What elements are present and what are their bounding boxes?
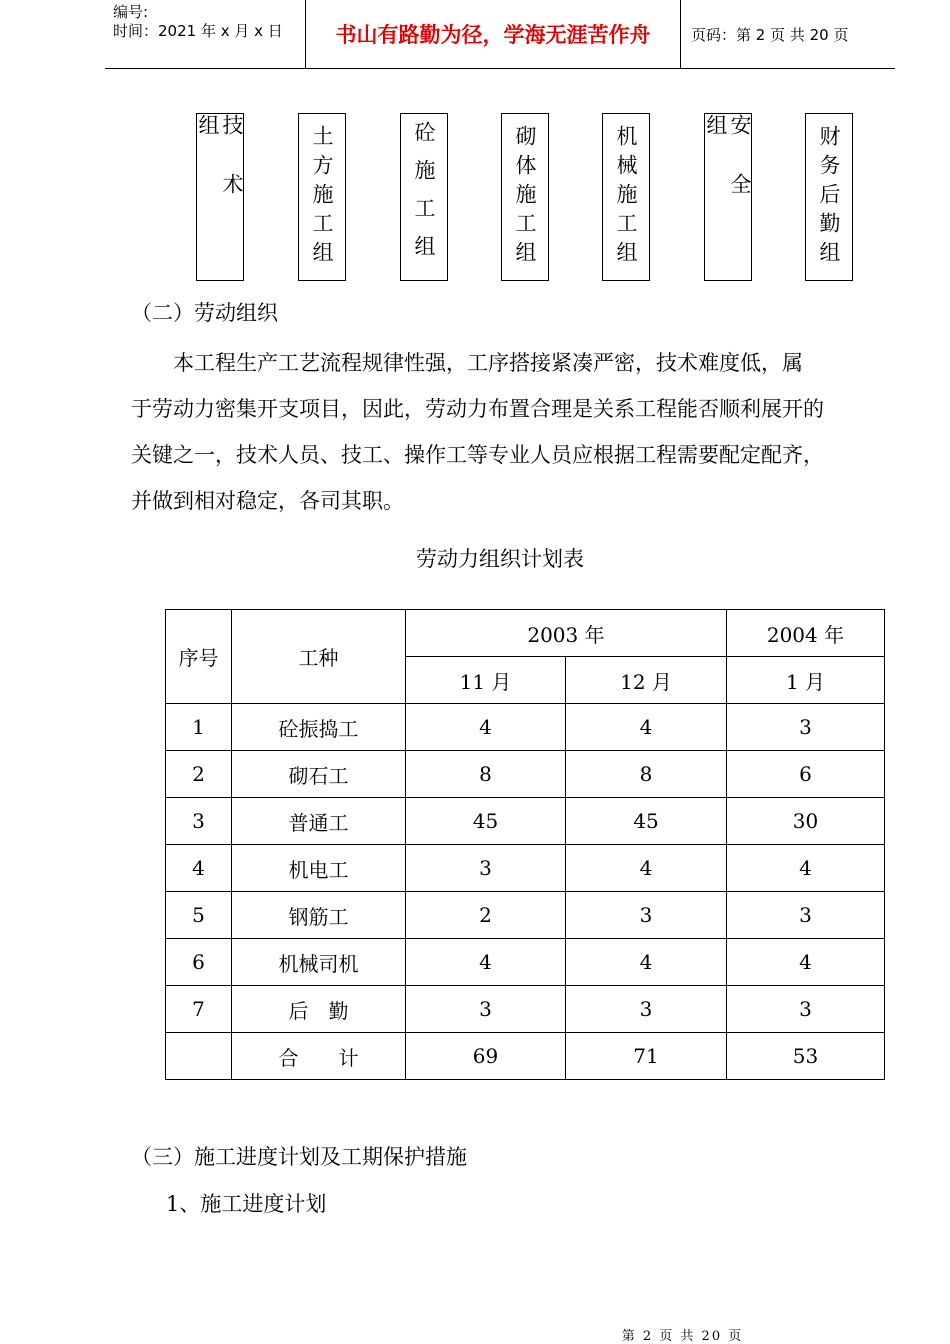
header-year-2004: 2004 年 bbox=[727, 610, 885, 657]
org-box-earthwork bbox=[298, 113, 346, 281]
header-nov: 11 月 bbox=[406, 657, 566, 704]
cell-nov: 8 bbox=[406, 751, 566, 798]
org-box-label: 土方施工组 bbox=[310, 124, 334, 270]
labor-paragraph bbox=[131, 340, 871, 524]
header-meta bbox=[105, 0, 306, 68]
page-footer: 第 2 页 共 20 页 bbox=[621, 1329, 744, 1344]
table-row bbox=[166, 986, 885, 1033]
header-motto: 书山有路勤为径，学海无涯苦作舟 bbox=[306, 0, 681, 68]
cell-no: 7 bbox=[166, 986, 232, 1033]
org-box-label: 机械施工组 bbox=[614, 124, 638, 270]
org-box-label: 安全组 bbox=[704, 114, 752, 232]
cell-type: 砌石工 bbox=[232, 751, 406, 798]
section3-heading: （三）施工进度计划及工期保护措施 bbox=[131, 1145, 467, 1169]
sub-heading: 1、施工进度计划 bbox=[166, 1192, 327, 1216]
cell-dec: 3 bbox=[566, 986, 727, 1033]
table-header-row bbox=[166, 610, 885, 657]
cell-total-dec: 71 bbox=[566, 1033, 727, 1080]
labor-plan-table bbox=[165, 609, 885, 1080]
cell-no: 1 bbox=[166, 704, 232, 751]
cell-nov: 3 bbox=[406, 986, 566, 1033]
section2-heading: （二）劳动组织 bbox=[131, 301, 278, 325]
cell-no: 3 bbox=[166, 798, 232, 845]
cell-jan: 30 bbox=[727, 798, 885, 845]
cell-dec: 8 bbox=[566, 751, 727, 798]
header-no: 序号 bbox=[166, 610, 232, 704]
cell-type: 普通工 bbox=[232, 798, 406, 845]
table-row bbox=[166, 704, 885, 751]
cell-nov: 3 bbox=[406, 845, 566, 892]
cell-no-empty bbox=[166, 1033, 232, 1080]
cell-no: 5 bbox=[166, 892, 232, 939]
table-title: 劳动力组织计划表 bbox=[416, 547, 584, 571]
org-box-masonry bbox=[501, 113, 549, 281]
table-row bbox=[166, 845, 885, 892]
cell-dec: 45 bbox=[566, 798, 727, 845]
org-box-label: 财务后勤组 bbox=[817, 124, 841, 270]
paragraph-line: 关键之一，技术人员、技工、操作工等专业人员应根据工程需要配定配齐， bbox=[131, 443, 824, 467]
cell-nov: 45 bbox=[406, 798, 566, 845]
table-row bbox=[166, 939, 885, 986]
cell-dec: 4 bbox=[566, 845, 727, 892]
header-jan: 1 月 bbox=[727, 657, 885, 704]
table-row bbox=[166, 751, 885, 798]
cell-jan: 4 bbox=[727, 845, 885, 892]
cell-dec: 3 bbox=[566, 892, 727, 939]
org-box-label: 砼施工组 bbox=[412, 121, 436, 273]
cell-dec: 4 bbox=[566, 704, 727, 751]
paragraph-line: 于劳动力密集开支项目，因此，劳动力布置合理是关系工程能否顺利展开的 bbox=[131, 397, 824, 421]
cell-nov: 4 bbox=[406, 704, 566, 751]
cell-jan: 3 bbox=[727, 986, 885, 1033]
paragraph-line: 本工程生产工艺流程规律性强，工序搭接紧凑严密，技术难度低，属 bbox=[173, 351, 803, 375]
cell-jan: 4 bbox=[727, 939, 885, 986]
cell-nov: 4 bbox=[406, 939, 566, 986]
cell-jan: 3 bbox=[727, 892, 885, 939]
cell-type: 机电工 bbox=[232, 845, 406, 892]
cell-dec: 4 bbox=[566, 939, 727, 986]
cell-no: 4 bbox=[166, 845, 232, 892]
table-row bbox=[166, 798, 885, 845]
cell-type: 钢筋工 bbox=[232, 892, 406, 939]
paragraph-line: 并做到相对稳定，各司其职。 bbox=[131, 489, 404, 513]
cell-total-nov: 69 bbox=[406, 1033, 566, 1080]
header-type: 工种 bbox=[232, 610, 406, 704]
cell-total-jan: 53 bbox=[727, 1033, 885, 1080]
cell-type: 砼振捣工 bbox=[232, 704, 406, 751]
cell-jan: 6 bbox=[727, 751, 885, 798]
cell-total-label: 合 计 bbox=[232, 1033, 406, 1080]
header-dec: 12 月 bbox=[566, 657, 727, 704]
page-header bbox=[105, 0, 895, 69]
cell-nov: 2 bbox=[406, 892, 566, 939]
org-box-concrete bbox=[400, 113, 448, 281]
org-box-finance bbox=[805, 113, 853, 281]
table-row bbox=[166, 892, 885, 939]
org-box-safety bbox=[704, 113, 752, 281]
cell-no: 6 bbox=[166, 939, 232, 986]
time-label: 时间：2021 年 x 月 x 日 bbox=[113, 22, 283, 40]
table-total-row bbox=[166, 1033, 885, 1080]
org-box-machinery bbox=[602, 113, 650, 281]
org-box-label: 技术组 bbox=[196, 114, 244, 232]
header-page-number: 页码：第 2 页 共 20 页 bbox=[691, 25, 849, 44]
header-year-2003: 2003 年 bbox=[406, 610, 727, 657]
cell-type: 机械司机 bbox=[232, 939, 406, 986]
number-label: 编号: bbox=[113, 3, 149, 21]
org-box-tech bbox=[196, 113, 244, 281]
cell-jan: 3 bbox=[727, 704, 885, 751]
org-box-label: 砌体施工组 bbox=[513, 124, 537, 270]
cell-type: 后 勤 bbox=[232, 986, 406, 1033]
cell-no: 2 bbox=[166, 751, 232, 798]
